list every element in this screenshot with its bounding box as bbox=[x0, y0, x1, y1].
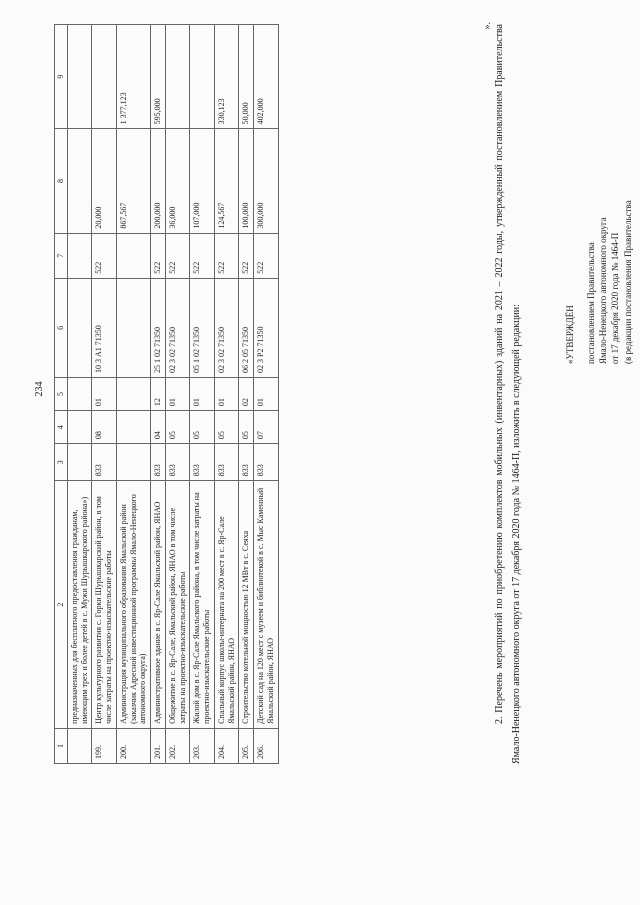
table-cell: 202. bbox=[165, 728, 190, 763]
table-row bbox=[151, 25, 166, 764]
table-cell: 199. bbox=[92, 728, 117, 763]
table-row bbox=[67, 25, 92, 764]
table-cell: 833 bbox=[165, 444, 190, 481]
table-cell: 833 bbox=[214, 444, 239, 481]
table-cell: 330,123 bbox=[214, 25, 239, 129]
table-cell: Жилой дом в с. Яр-Сале Ямальского района, в том числе затраты на проектно-изыскательские работы bbox=[190, 481, 215, 729]
table-row bbox=[239, 25, 254, 764]
table-row bbox=[92, 25, 117, 764]
table-cell bbox=[67, 378, 92, 411]
column-header: 5 bbox=[55, 378, 68, 411]
quote-end: ». bbox=[482, 22, 493, 30]
table-cell: 522 bbox=[214, 233, 239, 278]
table-cell: 124,567 bbox=[214, 129, 239, 233]
table-cell: 206. bbox=[254, 728, 279, 763]
approval-line: от 17 декабря 2020 года № 1464-П bbox=[610, 232, 621, 364]
table-cell: 522 bbox=[239, 233, 254, 278]
table-cell: Спальный корпус школы-интерната на 200 мест в с. Яр-Сале Ямальский район, ЯНАО bbox=[214, 481, 239, 729]
table-cell: 05 bbox=[190, 411, 215, 444]
table-cell bbox=[92, 25, 117, 129]
expenditure-table bbox=[54, 24, 279, 764]
page-number: 234 bbox=[34, 381, 45, 397]
table-cell: Администрация муниципального образования Ямальский район (заказчик Адресной инвестиционной программы Ямало-Ненецкого автономного округа) bbox=[116, 481, 150, 729]
table-cell: 01 bbox=[190, 378, 215, 411]
table-cell: 20,000 bbox=[92, 129, 117, 233]
table-cell: 200,000 bbox=[151, 129, 166, 233]
table-cell: 05 bbox=[214, 411, 239, 444]
table-cell bbox=[67, 25, 92, 129]
table-cell: 595,000 bbox=[151, 25, 166, 129]
table-cell: 08 bbox=[92, 411, 117, 444]
table-cell bbox=[116, 378, 150, 411]
table-cell: 12 bbox=[151, 378, 166, 411]
table-cell: предназначенных для бесплатного предоставления гражданам, имеющим трех и более детей в с. Мужи Шурышкарского района») bbox=[67, 481, 92, 729]
table-row bbox=[116, 25, 150, 764]
table-cell: Общежитие в с. Яр-Сале, Ямальский район, ЯНАО в том числе затраты на проектно-изыскательские работы bbox=[165, 481, 190, 729]
table-cell: 04 bbox=[151, 411, 166, 444]
table-cell: 02 3 Р2 71350 bbox=[254, 278, 279, 377]
table-row bbox=[190, 25, 215, 764]
table-cell: 36,000 bbox=[165, 129, 190, 233]
table-cell: 01 bbox=[92, 378, 117, 411]
table-cell: 02 3 02 71350 bbox=[214, 278, 239, 377]
table-cell: 867,567 bbox=[116, 129, 150, 233]
table-cell: 833 bbox=[92, 444, 117, 481]
amendment-paragraph: 2. Перечень мероприятий по приобретению комплектов мобильных (инвентарных) зданий на 2021 – 2022 годы, утвержденный постановлением Правительства Ямало-Ненецкого автономного округа от 17 декабря 2020 года № 1464-П, изложить в следующей редакции: bbox=[494, 24, 522, 764]
table-cell: 1 377,123 bbox=[116, 25, 150, 129]
table-row bbox=[165, 25, 190, 764]
table-cell: 402,000 bbox=[254, 25, 279, 129]
table-cell bbox=[67, 233, 92, 278]
table-cell: 05 1 02 71350 bbox=[190, 278, 215, 377]
table-cell: 204. bbox=[214, 728, 239, 763]
table-cell: 100,000 bbox=[239, 129, 254, 233]
table-cell bbox=[67, 444, 92, 481]
table-cell bbox=[67, 129, 92, 233]
table-cell bbox=[165, 25, 190, 129]
table-cell: 02 bbox=[239, 378, 254, 411]
table-cell: 833 bbox=[151, 444, 166, 481]
table-cell bbox=[67, 411, 92, 444]
column-header: 8 bbox=[55, 129, 68, 233]
column-header: 9 bbox=[55, 25, 68, 129]
table-cell: 02 3 02 71350 bbox=[165, 278, 190, 377]
table-cell: 203. bbox=[190, 728, 215, 763]
table-cell: 50,000 bbox=[239, 25, 254, 129]
table-cell: 833 bbox=[239, 444, 254, 481]
table-cell: 522 bbox=[151, 233, 166, 278]
table-cell: 522 bbox=[92, 233, 117, 278]
column-header: 7 bbox=[55, 233, 68, 278]
table-cell: Детский сад на 120 мест с музеем и библиотекой в с. Мыс Каменный Ямальский район, ЯНАО bbox=[254, 481, 279, 729]
table-cell: 07 bbox=[254, 411, 279, 444]
table-body bbox=[67, 25, 278, 764]
table-cell: 05 bbox=[239, 411, 254, 444]
table-cell bbox=[67, 728, 92, 763]
column-header: 2 bbox=[55, 481, 68, 729]
table-cell: 01 bbox=[254, 378, 279, 411]
text-block bbox=[492, 24, 525, 764]
column-header: 6 bbox=[55, 278, 68, 377]
table-cell bbox=[67, 278, 92, 377]
table-cell: 522 bbox=[165, 233, 190, 278]
table-cell: 522 bbox=[190, 233, 215, 278]
table-cell: Центр культурного развития с. Горки Шурышкарский район, в том числе затраты на проектно-изыскательские работы bbox=[92, 481, 117, 729]
approval-line: постановлением Правительства bbox=[586, 242, 597, 364]
table-cell: 201. bbox=[151, 728, 166, 763]
table-cell: 833 bbox=[190, 444, 215, 481]
table-cell: 01 bbox=[214, 378, 239, 411]
table-cell bbox=[190, 25, 215, 129]
table-cell: 833 bbox=[254, 444, 279, 481]
table-cell bbox=[116, 278, 150, 377]
table-cell: 522 bbox=[254, 233, 279, 278]
table-cell bbox=[116, 233, 150, 278]
table-cell bbox=[116, 411, 150, 444]
rotated-content bbox=[32, 14, 633, 764]
table-cell: 25 1 02 71350 bbox=[151, 278, 166, 377]
column-header: 1 bbox=[55, 728, 68, 763]
table-header-row bbox=[55, 25, 68, 764]
approval-line: Ямало-Ненецкого автономного округа bbox=[598, 217, 609, 364]
table-row bbox=[214, 25, 239, 764]
approval-block bbox=[564, 200, 634, 364]
table-cell: 300,000 bbox=[254, 129, 279, 233]
table-cell: 10 3 А1 71350 bbox=[92, 278, 117, 377]
table-cell: 05 bbox=[165, 411, 190, 444]
column-header: 3 bbox=[55, 444, 68, 481]
table-cell: 205. bbox=[239, 728, 254, 763]
column-header: 4 bbox=[55, 411, 68, 444]
approval-heading: «УТВЕРЖДЁН bbox=[565, 305, 575, 364]
table-cell bbox=[116, 444, 150, 481]
table-cell: 01 bbox=[165, 378, 190, 411]
table-cell: 200. bbox=[116, 728, 150, 763]
table-cell: Строительство котельной мощностью 12 МВт в с. Сеяха bbox=[239, 481, 254, 729]
approval-line: (в редакции постановления Правительства bbox=[622, 200, 633, 364]
table-cell: 107,000 bbox=[190, 129, 215, 233]
table-row bbox=[254, 25, 279, 764]
table-cell: Административное здание в с. Яр-Сале Ямальский район, ЯНАО bbox=[151, 481, 166, 729]
table-cell: 06 2 05 71350 bbox=[239, 278, 254, 377]
